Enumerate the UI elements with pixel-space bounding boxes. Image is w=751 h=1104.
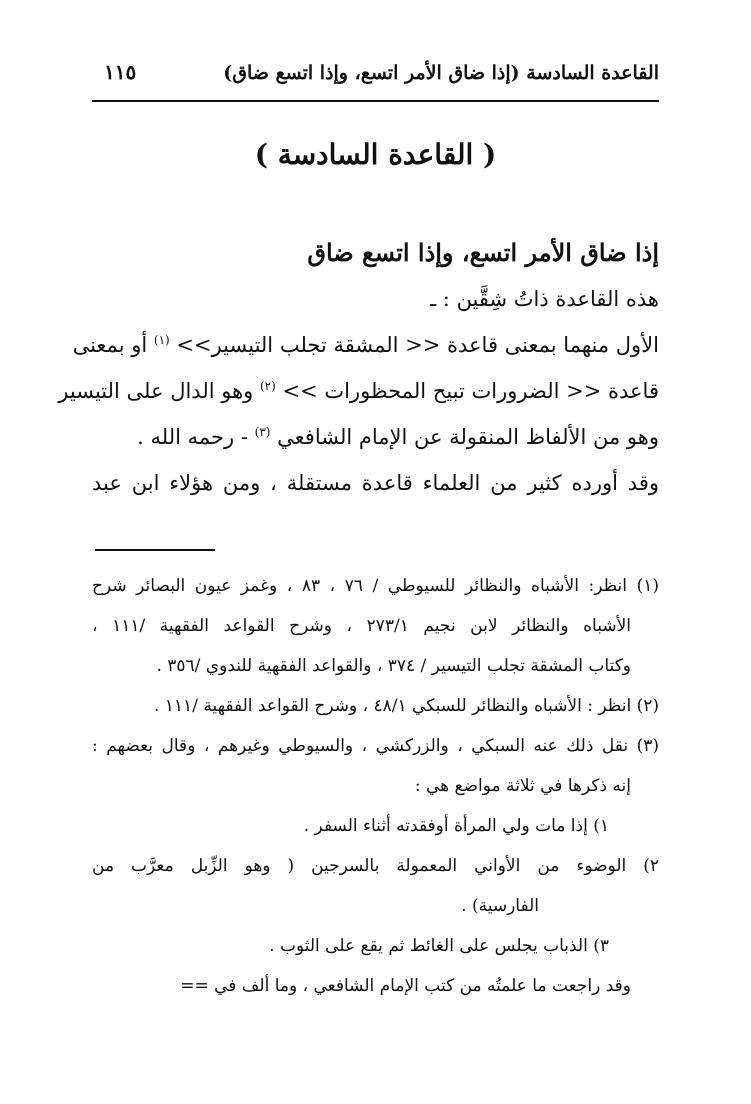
body-line-2: هذه القاعدة ذاتُ شِقَّين : ـ xyxy=(429,287,659,311)
page-number: ١١٥ xyxy=(104,60,137,84)
footnotes xyxy=(92,566,659,1006)
footnote-1-line-3: وكتاب المشقة تجلب التيسير / ٣٧٤ ، والقواعد الفقهية للندوي /٣٥٦ . xyxy=(156,656,631,676)
footnote-3-line-2: إنه ذكرها في ثلاثة مواضع هي : xyxy=(414,776,631,796)
footnote-3-item-3: ٣) الذباب يجلس على الغائط ثم يقع على الثوب . xyxy=(269,936,609,956)
body-line-5-text: وهو من الألفاظ المنقولة عن الإمام الشافعي xyxy=(277,425,659,449)
footnote-ref-1: (١) xyxy=(153,333,170,347)
footnote-1-line-2: الأشباه والنظائر لابن نجيم ٢٧٣/١ ، وشرح القواعد الفقهية /١١١ ، xyxy=(92,616,631,636)
running-title: القاعدة السادسة (إذا ضاق الأمر اتسع، وإذا اتسع ضاق) xyxy=(223,62,659,84)
footnote-separator xyxy=(95,549,215,551)
body-line-3 xyxy=(72,322,659,368)
main-text xyxy=(58,230,659,506)
body-line-6: وقد أورده كثير من العلماء قاعدة مستقلة ، ومن هؤلاء ابن عبد xyxy=(92,471,659,495)
maxim-line: إذا ضاق الأمر اتسع، وإذا اتسع ضاق xyxy=(307,238,659,267)
body-line-3-end: أو بمعنى xyxy=(72,333,148,357)
footnote-1-line-1: (١) انظر: الأشباه والنظائر للسيوطي / ٧٦ ، ٨٣ ، وغمز عيون البصائر شرح xyxy=(92,576,659,596)
footnote-ref-2: (٢) xyxy=(259,379,276,393)
footnote-3-line-last: وقد راجعت ما علمتُه من كتب الإمام الشافعي ، وما ألف في == xyxy=(180,976,631,996)
footnote-3-item-2: ٢) الوضوء من الأواني المعمولة بالسرجين ( وهو الزِّبل معرَّب من xyxy=(92,856,659,876)
footnote-3-item-1: ١) إذا مات ولي المرأة أوفقدته أثناء السفر . xyxy=(303,816,609,836)
footnote-2: (٢) انظر : الأشباه والنظائر للسبكي ٤٨/١ ، وشرح القواعد الفقهية /١١١ . xyxy=(153,696,659,716)
body-line-4-text: قاعدة << الضرورات تبيح المحظورات >> xyxy=(282,379,659,403)
body-line-4 xyxy=(58,368,659,414)
section-heading: ( القاعدة السادسة ) xyxy=(254,138,497,171)
footnote-3-item-2-cont: الفارسية) . xyxy=(461,896,539,916)
body-line-3-text: الأول منهما بمعنى قاعدة << المشقة تجلب التيسير>> xyxy=(176,333,659,357)
footnote-ref-3: (٣) xyxy=(254,425,271,439)
running-header xyxy=(92,58,659,102)
body-line-5-end: - رحمه الله . xyxy=(137,425,248,449)
body-line-5 xyxy=(92,414,659,460)
body-line-4-end: وهو الدال على التيسير xyxy=(58,379,254,403)
footnote-3-line-1: (٣) نقل ذلك عنه السبكي ، والزركشي ، والسيوطي وغيرهم ، وقال بعضهم : xyxy=(92,736,659,756)
header-rule xyxy=(92,100,659,102)
